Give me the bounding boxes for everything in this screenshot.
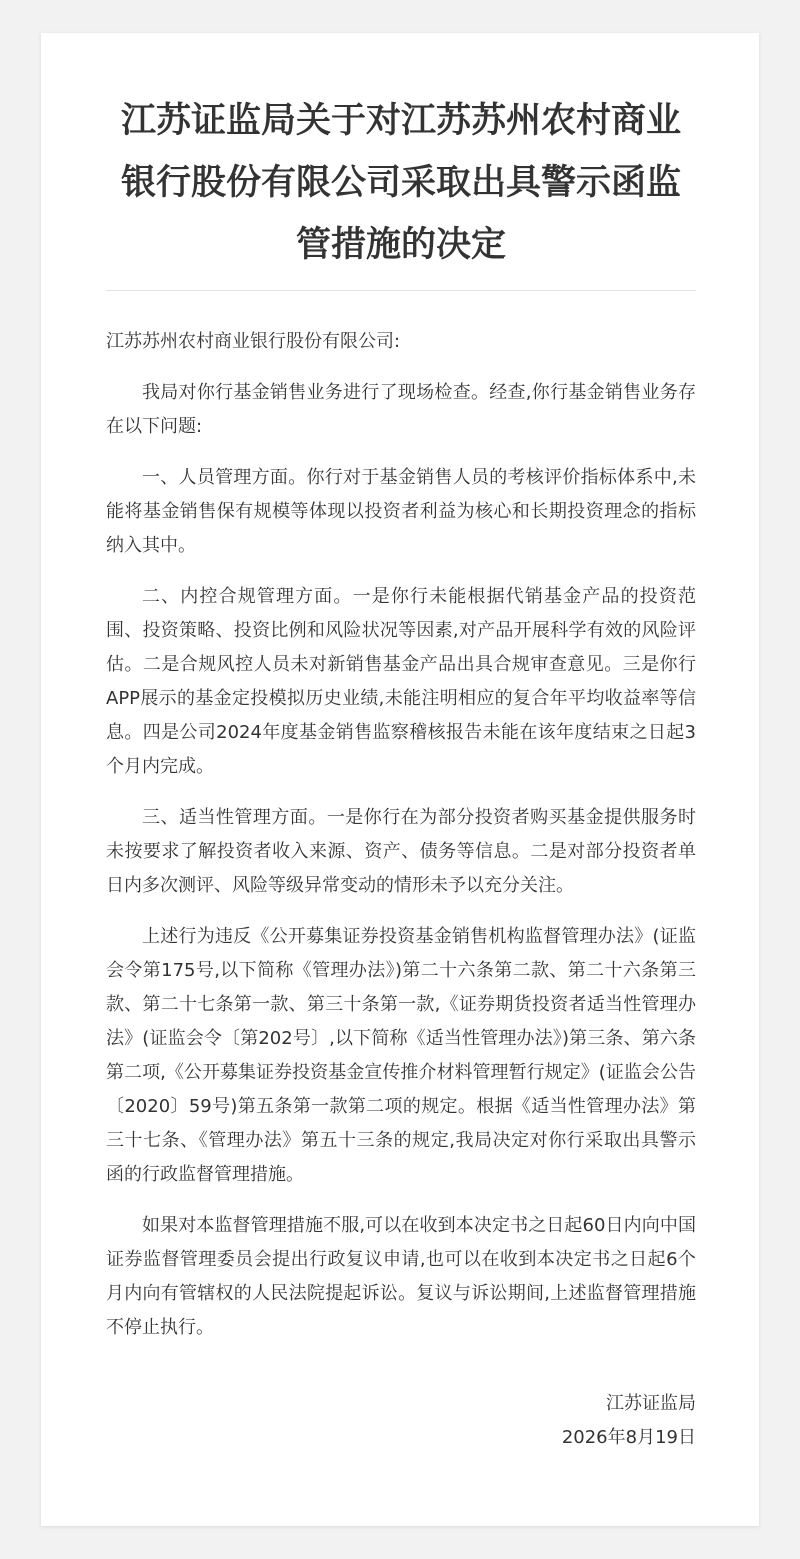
paragraph-compliance: 二、内控合规管理方面。一是你行未能根据代销基金产品的投资范围、投资策略、投资比例和风险状况等因素,对产品开展科学有效的风险评估。二是合规风控人员未对新销售基金产品出具合规审查意见。三是你行APP展示的基金定投模拟历史业绩,未能注明相应的复合年平均收益率等信息。四是公司2024年度基金销售监察稽核报告未能在该年度结束之日起3个月内完成。 — [106, 586, 696, 777]
paragraph-intro: 我局对你行基金销售业务进行了现场检查。经查,你行基金销售业务存在以下问题: — [106, 382, 696, 437]
salutation: 江苏苏州农村商业银行股份有限公司: — [106, 331, 401, 352]
document-title: 江苏证监局关于对江苏苏州农村商业银行股份有限公司采取出具警示函监管措施的决定 — [120, 101, 681, 265]
document-content — [106, 33, 696, 1455]
paragraph-personnel: 一、人员管理方面。你行对于基金销售人员的考核评价指标体系中,未能将基金销售保有规模等体现以投资者利益为核心和长期投资理念的指标纳入其中。 — [106, 467, 696, 556]
document-card — [41, 33, 759, 1526]
signature-date: 2026年8月19日 — [561, 1427, 696, 1448]
title-divider — [106, 290, 696, 291]
signature-block — [106, 1387, 696, 1455]
signature-issuer: 江苏证监局 — [606, 1393, 696, 1414]
paragraph-appeal: 如果对本监督管理措施不服,可以在收到本决定书之日起60日内向中国证券监督管理委员会提出行政复议申请,也可以在收到本决定书之日起6个月内向有管辖权的人民法院提起诉讼。复议与诉讼期间,上述监督管理措施不停止执行。 — [106, 1215, 696, 1338]
paragraph-violation: 上述行为违反《公开募集证券投资基金销售机构监督管理办法》(证监会令第175号,以下简称《管理办法》)第二十六条第二款、第二十六条第三款、第二十七条第一款、第三十条第一款,《证券期货投资者适当性管理办法》(证监会令〔第202号〕,以下简称《适当性管理办法》)第三条、第六条第二项,《公开募集证券投资基金宣传推介材料管理暂行规定》(证监会公告〔2020〕59号)第五条第一款第二项的规定。根据《适当性管理办法》第三十七条、《管理办法》第五十三条的规定,我局决定对你行采取出具警示函的行政监督管理措施。 — [106, 926, 696, 1185]
paragraph-suitability: 三、适当性管理方面。一是你行在为部分投资者购买基金提供服务时未按要求了解投资者收入来源、资产、债务等信息。二是对部分投资者单日内多次测评、风险等级异常变动的情形未予以充分关注。 — [106, 807, 696, 896]
